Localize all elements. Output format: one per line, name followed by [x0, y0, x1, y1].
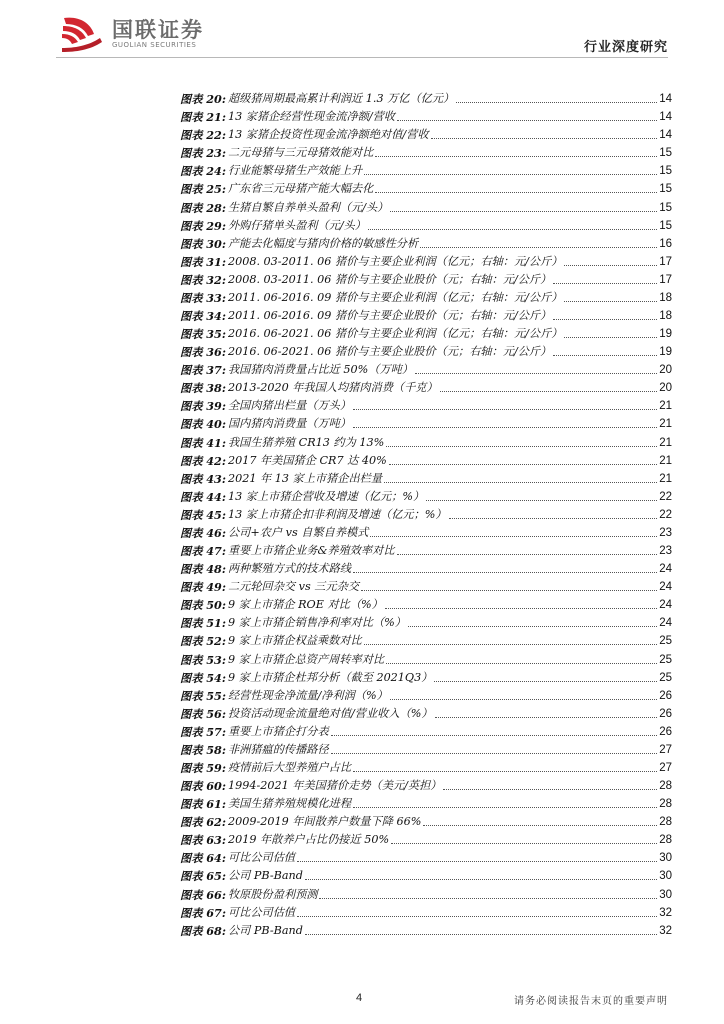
toc-entry-page: 17 — [659, 273, 672, 286]
toc-entry-label: 图表 58: — [180, 742, 226, 757]
toc-entry-title: 2009-2019 年间散养户数量下降 66% — [227, 815, 422, 829]
toc-leader-dots — [364, 174, 657, 175]
toc-entry[interactable] — [180, 558, 672, 576]
toc-leader-dots — [364, 644, 657, 645]
toc-entry[interactable] — [180, 540, 672, 558]
toc-entry-title: 2013-2020 年我国人均猪肉消费（千克） — [227, 381, 438, 395]
toc-entry-page: 25 — [659, 653, 672, 666]
toc-entry[interactable] — [180, 305, 672, 323]
toc-entry-title: 我国猪肉消费量占比近 50%（万吨） — [227, 363, 414, 377]
toc-leader-dots — [386, 663, 657, 664]
toc-entry[interactable] — [180, 88, 672, 106]
toc-leader-dots — [353, 572, 657, 573]
toc-entry[interactable] — [180, 413, 672, 431]
toc-entry-label: 图表 64: — [180, 851, 226, 866]
toc-leader-dots — [564, 301, 657, 302]
toc-entry[interactable] — [180, 847, 672, 865]
toc-entry[interactable] — [180, 395, 672, 413]
toc-leader-dots — [361, 590, 657, 591]
toc-entry-page: 22 — [659, 490, 672, 503]
toc-entry-page: 21 — [659, 436, 672, 449]
toc-entry-label: 图表 35: — [180, 327, 226, 342]
toc-entry-label: 图表 61: — [180, 797, 226, 812]
toc-leader-dots — [390, 211, 657, 212]
toc-entry-page: 32 — [659, 924, 672, 937]
toc-entry[interactable] — [180, 594, 672, 612]
toc-entry-title: 生猪自繁自养单头盈利（元/头） — [227, 200, 389, 214]
toc-entry-label: 图表 45: — [180, 507, 226, 522]
toc-leader-dots — [397, 120, 657, 121]
toc-leader-dots — [305, 934, 657, 935]
toc-entry-page: 17 — [659, 255, 672, 268]
toc-entry[interactable] — [180, 883, 672, 901]
toc-entry[interactable] — [180, 721, 672, 739]
toc-leader-dots — [353, 771, 657, 772]
toc-leader-dots — [553, 319, 657, 320]
toc-leader-dots — [426, 500, 657, 501]
toc-entry-label: 图表 23: — [180, 146, 226, 161]
figure-index-list — [180, 88, 672, 938]
toc-entry-title: 9 家上市猪企 ROE 对比（%） — [227, 598, 383, 612]
toc-entry-title: 重要上市猪企业务&养殖效率对比 — [227, 544, 395, 558]
toc-entry-page: 24 — [659, 563, 672, 576]
guolian-logo-icon — [60, 14, 106, 54]
toc-entry[interactable] — [180, 341, 672, 359]
toc-entry-label: 图表 56: — [180, 706, 226, 721]
toc-entry-page: 15 — [659, 165, 672, 178]
toc-entry-title: 2008. 03-2011. 06 猪价与主要企业利润（亿元；右轴：元/公斤） — [227, 254, 563, 268]
toc-entry-label: 图表 22: — [180, 128, 226, 143]
toc-entry-title: 行业能繁母猪生产效能上升 — [227, 164, 363, 178]
toc-entry-label: 图表 63: — [180, 833, 226, 848]
toc-leader-dots — [353, 427, 657, 428]
toc-entry-page: 24 — [659, 581, 672, 594]
toc-entry-title: 外购仔猪单头盈利（元/头） — [227, 218, 366, 232]
toc-entry-title: 全国肉猪出栏量（万头） — [227, 399, 352, 413]
toc-entry[interactable] — [180, 703, 672, 721]
toc-entry-title: 13 家上市猪企营收及增速（亿元；%） — [227, 489, 425, 503]
brand-logo — [60, 14, 204, 54]
toc-entry[interactable] — [180, 468, 672, 486]
toc-entry-label: 图表 39: — [180, 399, 226, 414]
toc-entry-title: 可比公司估值 — [227, 851, 296, 865]
toc-entry-label: 图表 30: — [180, 236, 226, 251]
header-divider — [56, 57, 668, 58]
footer-disclaimer: 请务必阅读报告末页的重要声明 — [514, 996, 668, 1007]
toc-leader-dots — [319, 898, 657, 899]
toc-entry[interactable] — [180, 811, 672, 829]
toc-leader-dots — [370, 536, 657, 537]
toc-leader-dots — [385, 608, 657, 609]
toc-entry-page: 19 — [659, 328, 672, 341]
toc-entry-label: 图表 33: — [180, 290, 226, 305]
toc-entry-page: 30 — [659, 870, 672, 883]
toc-entry-title: 9 家上市猪企杜邦分析（截至 2021Q3） — [227, 670, 433, 684]
toc-leader-dots — [391, 843, 657, 844]
toc-leader-dots — [297, 861, 657, 862]
toc-entry-label: 图表 38: — [180, 381, 226, 396]
toc-entry-title: 公司 PB-Band — [227, 869, 303, 883]
toc-entry-title: 2019 年散养户占比仍接近 50% — [227, 833, 390, 847]
toc-entry-title: 疫情前后大型养殖户占比 — [227, 760, 352, 774]
toc-entry-title: 2011. 06-2016. 09 猪价与主要企业股价（元；右轴：元/公斤） — [227, 309, 552, 323]
toc-entry-label: 图表 40: — [180, 417, 226, 432]
toc-entry[interactable] — [180, 576, 672, 594]
toc-entry-page: 32 — [659, 906, 672, 919]
toc-entry-title: 2016. 06-2021. 06 猪价与主要企业股价（元；右轴：元/公斤） — [227, 345, 552, 359]
toc-entry-label: 图表 36: — [180, 345, 226, 360]
toc-entry-title: 13 家猪企经营性现金流净额/营收 — [227, 110, 395, 124]
toc-entry[interactable] — [180, 920, 672, 938]
toc-entry[interactable] — [180, 431, 672, 449]
toc-entry-title: 2017 年美国猪企 CR7 达 40% — [227, 453, 387, 467]
toc-entry[interactable] — [180, 142, 672, 160]
toc-entry-page: 28 — [659, 798, 672, 811]
toc-entry-page: 15 — [659, 201, 672, 214]
toc-entry-page: 21 — [659, 454, 672, 467]
brand-name-en: GUOLIAN SECURITIES — [112, 40, 197, 49]
toc-entry-title: 2021 年 13 家上市猪企出栏量 — [227, 471, 383, 485]
toc-entry-label: 图表 57: — [180, 724, 226, 739]
toc-entry-title: 可比公司估值 — [227, 905, 296, 919]
toc-leader-dots — [553, 355, 657, 356]
toc-entry[interactable] — [180, 902, 672, 920]
toc-leader-dots — [368, 229, 657, 230]
toc-entry-label: 图表 53: — [180, 652, 226, 667]
toc-entry-title: 1994-2021 年美国猪价走势（美元/英担） — [227, 779, 442, 793]
toc-leader-dots — [353, 807, 657, 808]
toc-entry-page: 14 — [659, 129, 672, 142]
toc-entry-page: 18 — [659, 291, 672, 304]
toc-entry[interactable] — [180, 269, 672, 287]
toc-leader-dots — [384, 482, 657, 483]
toc-leader-dots — [423, 825, 657, 826]
report-type: 行业深度研究 — [583, 40, 668, 55]
toc-entry-label: 图表 66: — [180, 887, 226, 902]
toc-entry-label: 图表 55: — [180, 688, 226, 703]
toc-entry-title: 产能去化幅度与猪肉价格的敏感性分析 — [227, 236, 419, 250]
toc-entry-title: 2016. 06-2021. 06 猪价与主要企业利润（亿元；右轴：元/公斤） — [227, 327, 563, 341]
toc-entry[interactable] — [180, 160, 672, 178]
brand-name-cn: 国联证券 — [112, 17, 204, 42]
toc-entry[interactable] — [180, 233, 672, 251]
toc-leader-dots — [375, 192, 657, 193]
toc-entry-title: 二元轮回杂交 vs 三元杂交 — [227, 580, 360, 594]
toc-entry-label: 图表 62: — [180, 815, 226, 830]
toc-entry-title: 公司+农户 vs 自繁自养模式 — [227, 525, 369, 539]
toc-entry-title: 2008. 03-2011. 06 猪价与主要企业股价（元；右轴：元/公斤） — [227, 272, 552, 286]
toc-leader-dots — [353, 409, 657, 410]
toc-entry-label: 图表 51: — [180, 616, 226, 631]
toc-entry[interactable] — [180, 106, 672, 124]
toc-entry[interactable] — [180, 359, 672, 377]
toc-entry-page: 15 — [659, 183, 672, 196]
toc-entry-page: 21 — [659, 472, 672, 485]
toc-entry-label: 图表 43: — [180, 471, 226, 486]
toc-leader-dots — [408, 626, 657, 627]
toc-entry-label: 图表 32: — [180, 272, 226, 287]
toc-leader-dots — [397, 554, 658, 555]
toc-entry-label: 图表 24: — [180, 164, 226, 179]
toc-entry[interactable] — [180, 323, 672, 341]
toc-entry-label: 图表 41: — [180, 435, 226, 450]
toc-entry[interactable] — [180, 196, 672, 214]
toc-entry-title: 9 家上市猪企权益乘数对比 — [227, 634, 362, 648]
toc-entry-page: 23 — [659, 545, 672, 558]
toc-entry-page: 25 — [659, 635, 672, 648]
toc-entry-label: 图表 28: — [180, 200, 226, 215]
toc-entry-page: 14 — [659, 111, 672, 124]
toc-entry-page: 20 — [659, 382, 672, 395]
toc-leader-dots — [375, 156, 657, 157]
toc-entry-title: 投资活动现金流量绝对值/营业收入（%） — [227, 706, 433, 720]
toc-entry[interactable] — [180, 829, 672, 847]
toc-entry-page: 25 — [659, 671, 672, 684]
toc-entry[interactable] — [180, 685, 672, 703]
toc-entry-label: 图表 29: — [180, 218, 226, 233]
toc-leader-dots — [386, 446, 657, 447]
toc-entry-page: 30 — [659, 888, 672, 901]
toc-leader-dots — [415, 373, 657, 374]
toc-entry-title: 超级猪周期最高累计利润近 1.3 万亿（亿元） — [227, 92, 455, 106]
toc-entry-page: 23 — [659, 526, 672, 539]
page-header — [0, 0, 724, 62]
toc-entry[interactable] — [180, 251, 672, 269]
toc-entry-label: 图表 54: — [180, 670, 226, 685]
toc-entry-label: 图表 47: — [180, 544, 226, 559]
toc-entry[interactable] — [180, 775, 672, 793]
toc-entry-label: 图表 34: — [180, 309, 226, 324]
toc-leader-dots — [305, 879, 657, 880]
toc-leader-dots — [553, 283, 657, 284]
toc-entry-page: 19 — [659, 346, 672, 359]
toc-entry-page: 16 — [659, 237, 672, 250]
toc-entry[interactable] — [180, 486, 672, 504]
toc-leader-dots — [420, 247, 657, 248]
toc-entry-label: 图表 59: — [180, 760, 226, 775]
toc-entry[interactable] — [180, 739, 672, 757]
toc-entry-title: 13 家上市猪企扣非利润及增速（亿元；%） — [227, 507, 447, 521]
toc-leader-dots — [435, 717, 658, 718]
toc-entry-page: 15 — [659, 147, 672, 160]
toc-entry-page: 27 — [659, 743, 672, 756]
toc-entry-page: 24 — [659, 599, 672, 612]
toc-entry[interactable] — [180, 377, 672, 395]
toc-entry-page: 18 — [659, 310, 672, 323]
toc-entry-label: 图表 49: — [180, 580, 226, 595]
toc-entry-page: 15 — [659, 219, 672, 232]
toc-entry-page: 30 — [659, 852, 672, 865]
toc-entry-label: 图表 65: — [180, 869, 226, 884]
toc-entry[interactable] — [180, 178, 672, 196]
toc-entry[interactable] — [180, 450, 672, 468]
toc-leader-dots — [456, 102, 657, 103]
toc-entry-page: 22 — [659, 508, 672, 521]
toc-leader-dots — [331, 753, 658, 754]
toc-leader-dots — [443, 789, 657, 790]
toc-entry-label: 图表 31: — [180, 254, 226, 269]
toc-entry-page: 28 — [659, 816, 672, 829]
toc-leader-dots — [564, 265, 657, 266]
toc-entry-title: 美国生猪养殖规模化进程 — [227, 797, 352, 811]
toc-entry-page: 24 — [659, 617, 672, 630]
toc-entry-page: 20 — [659, 364, 672, 377]
toc-entry-label: 图表 20: — [180, 92, 226, 107]
toc-entry-title: 我国生猪养殖 CR13 约为 13% — [227, 435, 385, 449]
toc-leader-dots — [431, 138, 658, 139]
toc-entry-page: 27 — [659, 761, 672, 774]
toc-entry-title: 重要上市猪企打分表 — [227, 724, 329, 738]
toc-entry-label: 图表 25: — [180, 182, 226, 197]
toc-entry-title: 2011. 06-2016. 09 猪价与主要企业利润（亿元；右轴：元/公斤） — [227, 290, 563, 304]
toc-entry-page: 26 — [659, 725, 672, 738]
toc-entry-page: 28 — [659, 780, 672, 793]
toc-entry-title: 牧原股份盈利预测 — [227, 887, 318, 901]
toc-entry-page: 26 — [659, 707, 672, 720]
toc-entry[interactable] — [180, 757, 672, 775]
toc-entry[interactable] — [180, 504, 672, 522]
toc-leader-dots — [331, 735, 658, 736]
toc-leader-dots — [389, 464, 657, 465]
toc-entry-title: 公司 PB-Band — [227, 923, 303, 937]
toc-entry[interactable] — [180, 630, 672, 648]
toc-entry-title: 9 家上市猪企总资产周转率对比 — [227, 652, 385, 666]
toc-entry-page: 28 — [659, 834, 672, 847]
toc-leader-dots — [564, 337, 657, 338]
toc-entry[interactable] — [180, 667, 672, 685]
toc-leader-dots — [434, 681, 657, 682]
toc-entry-title: 国内猪肉消费量（万吨） — [227, 417, 352, 431]
toc-entry-label: 图表 21: — [180, 110, 226, 125]
toc-entry-title: 广东省三元母猪产能大幅去化 — [227, 182, 374, 196]
toc-entry-title: 非洲猪瘟的传播路径 — [227, 742, 329, 756]
toc-leader-dots — [449, 518, 658, 519]
toc-entry-title: 两种繁殖方式的技术路线 — [227, 562, 352, 576]
toc-entry[interactable] — [180, 648, 672, 666]
toc-entry-page: 26 — [659, 689, 672, 702]
toc-entry-title: 13 家猪企投资性现金流净额绝对值/营收 — [227, 128, 429, 142]
toc-entry-title: 9 家上市猪企销售净利率对比（%） — [227, 616, 406, 630]
toc-entry[interactable] — [180, 287, 672, 305]
toc-entry-label: 图表 48: — [180, 562, 226, 577]
toc-entry-label: 图表 37: — [180, 363, 226, 378]
toc-leader-dots — [390, 699, 657, 700]
toc-entry[interactable] — [180, 522, 672, 540]
toc-entry[interactable] — [180, 793, 672, 811]
toc-entry-label: 图表 50: — [180, 598, 226, 613]
toc-entry[interactable] — [180, 865, 672, 883]
toc-leader-dots — [297, 916, 657, 917]
toc-entry-label: 图表 52: — [180, 634, 226, 649]
page-number: 4 — [356, 992, 363, 1004]
toc-entry-page: 14 — [659, 93, 672, 106]
toc-entry-label: 图表 42: — [180, 453, 226, 468]
toc-entry-label: 图表 67: — [180, 905, 226, 920]
toc-entry-page: 21 — [659, 400, 672, 413]
toc-leader-dots — [440, 391, 658, 392]
toc-entry[interactable] — [180, 215, 672, 233]
toc-entry-label: 图表 68: — [180, 923, 226, 938]
toc-entry-label: 图表 44: — [180, 489, 226, 504]
toc-entry[interactable] — [180, 124, 672, 142]
toc-entry-label: 图表 46: — [180, 525, 226, 540]
toc-entry-title: 二元母猪与三元母猪效能对比 — [227, 146, 374, 160]
toc-entry-page: 21 — [659, 418, 672, 431]
toc-entry-label: 图表 60: — [180, 779, 226, 794]
toc-entry-title: 经营性现金净流量/净利润（%） — [227, 688, 388, 702]
toc-entry[interactable] — [180, 612, 672, 630]
